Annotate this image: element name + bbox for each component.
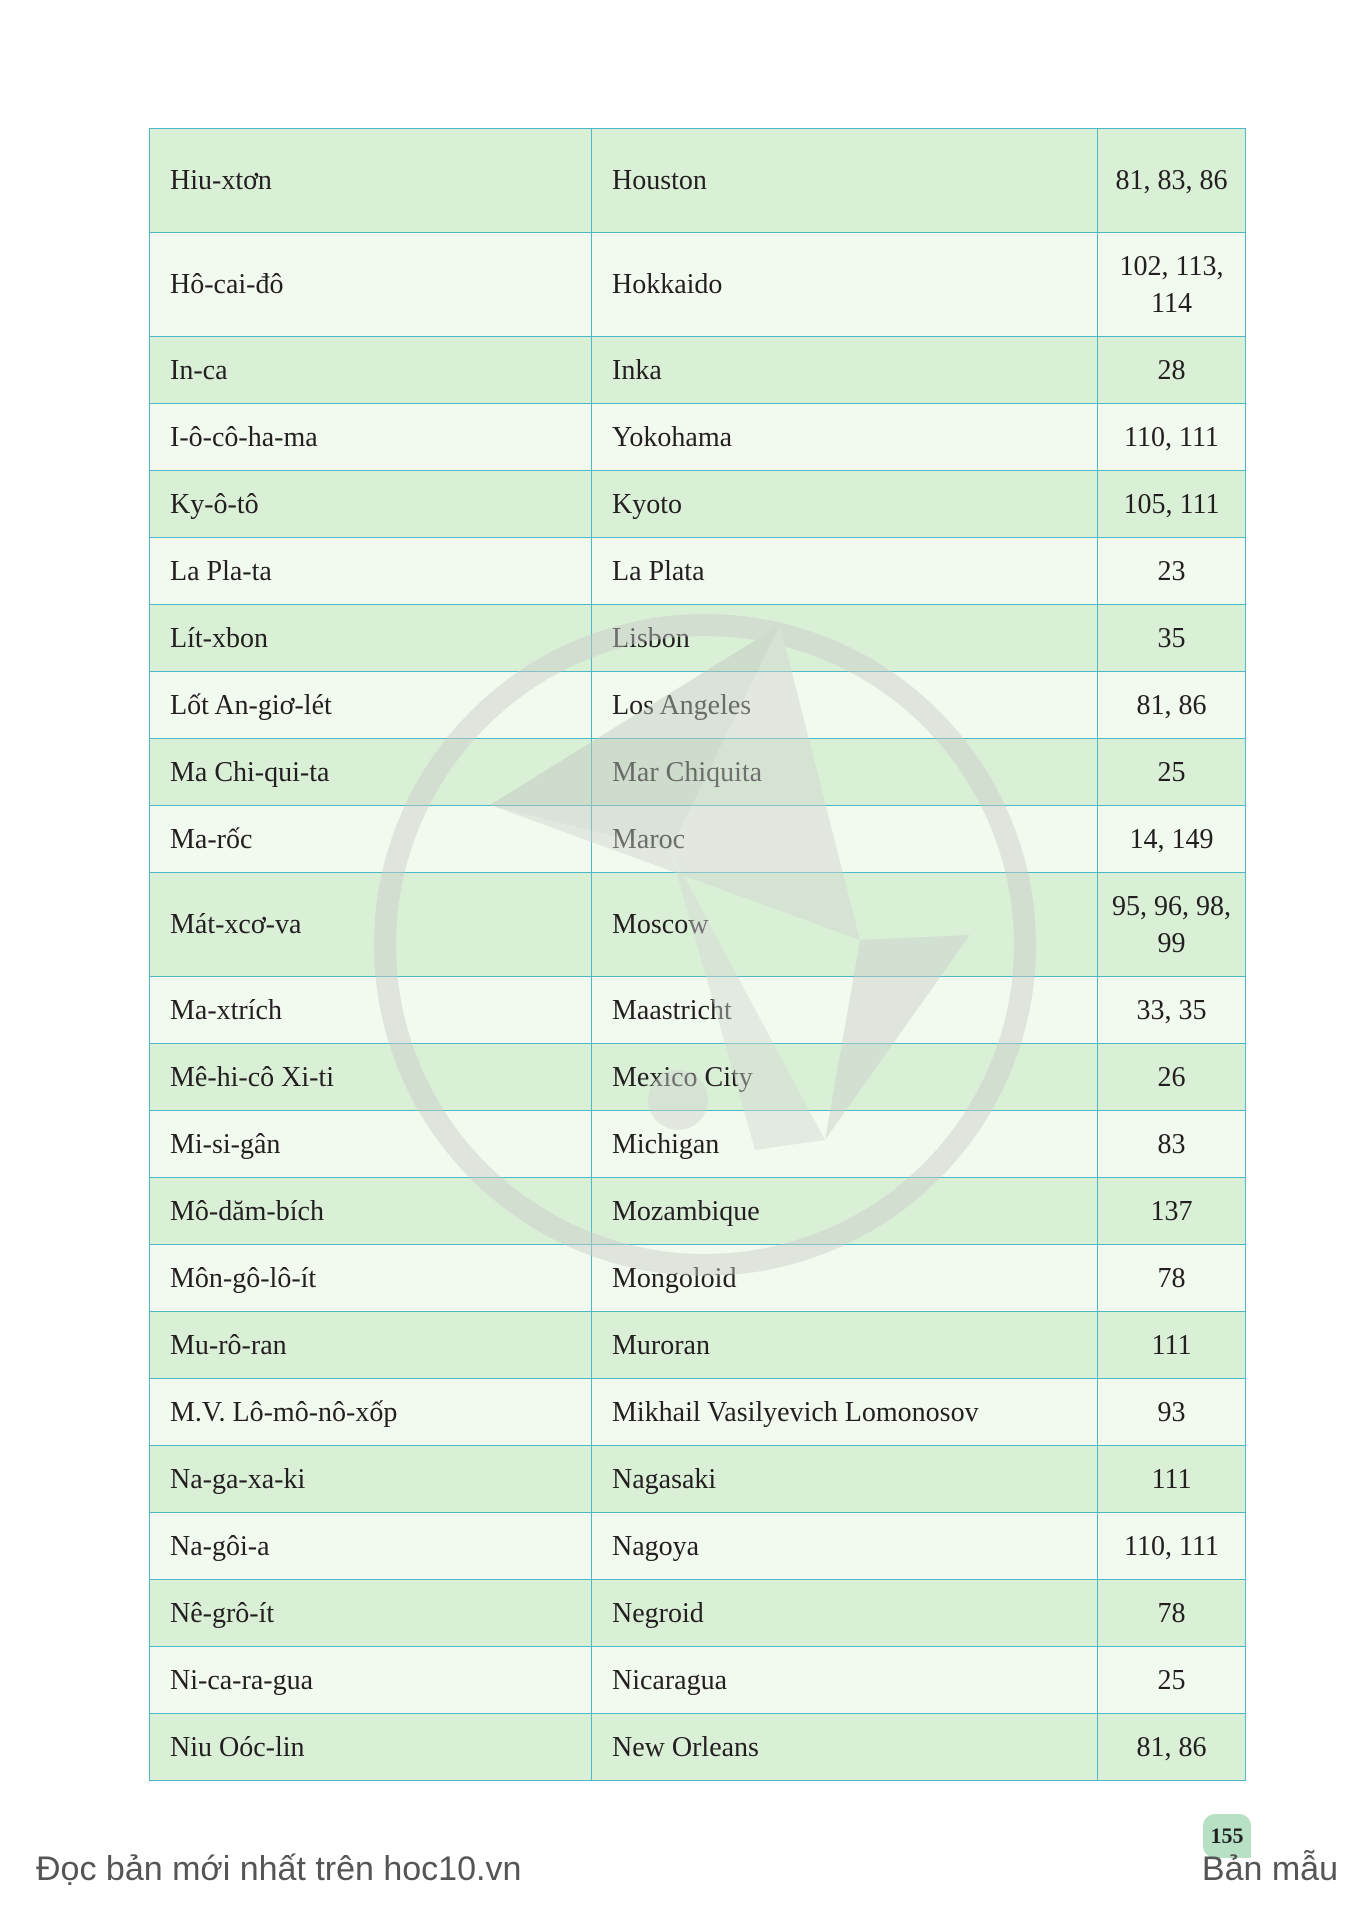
vietnamese-name-cell: Hiu-xtơn	[150, 129, 592, 233]
original-name-cell: Michigan	[592, 1111, 1098, 1178]
original-name-cell: Mongoloid	[592, 1245, 1098, 1312]
page-references-cell: 78	[1098, 1580, 1246, 1647]
original-name-cell: Houston	[592, 129, 1098, 233]
table-row	[150, 873, 1246, 977]
page-references-cell: 102, 113, 114	[1098, 233, 1246, 337]
vietnamese-name-cell: La Pla-ta	[150, 538, 592, 605]
page-references-cell: 81, 86	[1098, 672, 1246, 739]
original-name-cell: Maroc	[592, 806, 1098, 873]
vietnamese-name-cell: Ma Chi-qui-ta	[150, 739, 592, 806]
original-name-cell: Lisbon	[592, 605, 1098, 672]
table-row	[150, 1178, 1246, 1245]
table-row	[150, 605, 1246, 672]
page-references-cell: 110, 111	[1098, 1513, 1246, 1580]
original-name-cell: Mozambique	[592, 1178, 1098, 1245]
footer-sample-label: Bản mẫu	[1201, 1850, 1338, 1888]
original-name-cell: Maastricht	[592, 977, 1098, 1044]
vietnamese-name-cell: I-ô-cô-ha-ma	[150, 404, 592, 471]
table-row	[150, 1111, 1246, 1178]
page-references-cell: 23	[1098, 538, 1246, 605]
original-name-cell: Mexico City	[592, 1044, 1098, 1111]
table-row	[150, 1379, 1246, 1446]
vietnamese-name-cell: Lốt An-giơ-lét	[150, 672, 592, 739]
glossary-table	[149, 128, 1246, 1781]
original-name-cell: Kyoto	[592, 471, 1098, 538]
table-row	[150, 806, 1246, 873]
vietnamese-name-cell: Mê-hi-cô Xi-ti	[150, 1044, 592, 1111]
vietnamese-name-cell: Ni-ca-ra-gua	[150, 1647, 592, 1714]
table-row	[150, 1044, 1246, 1111]
page-references-cell: 78	[1098, 1245, 1246, 1312]
page-references-cell: 28	[1098, 337, 1246, 404]
page-references-cell: 81, 86	[1098, 1714, 1246, 1781]
original-name-cell: Negroid	[592, 1580, 1098, 1647]
vietnamese-name-cell: Mi-si-gân	[150, 1111, 592, 1178]
page-references-cell: 33, 35	[1098, 977, 1246, 1044]
vietnamese-name-cell: Hô-cai-đô	[150, 233, 592, 337]
vietnamese-name-cell: Mô-dăm-bích	[150, 1178, 592, 1245]
original-name-cell: Yokohama	[592, 404, 1098, 471]
page-references-cell: 14, 149	[1098, 806, 1246, 873]
original-name-cell: Hokkaido	[592, 233, 1098, 337]
original-name-cell: Inka	[592, 337, 1098, 404]
original-name-cell: New Orleans	[592, 1714, 1098, 1781]
original-name-cell: Los Angeles	[592, 672, 1098, 739]
vietnamese-name-cell: M.V. Lô-mô-nô-xốp	[150, 1379, 592, 1446]
table-row	[150, 1513, 1246, 1580]
vietnamese-name-cell: Mu-rô-ran	[150, 1312, 592, 1379]
vietnamese-name-cell: Niu Oóc-lin	[150, 1714, 592, 1781]
page-references-cell: 35	[1098, 605, 1246, 672]
page-references-cell: 105, 111	[1098, 471, 1246, 538]
table-row	[150, 233, 1246, 337]
page-number-badge: 155	[1203, 1814, 1251, 1858]
table-row	[150, 538, 1246, 605]
table-row	[150, 129, 1246, 233]
original-name-cell: Nagoya	[592, 1513, 1098, 1580]
page-references-cell: 81, 83, 86	[1098, 129, 1246, 233]
table-row	[150, 337, 1246, 404]
page-references-cell: 25	[1098, 1647, 1246, 1714]
vietnamese-name-cell: Ma-rốc	[150, 806, 592, 873]
vietnamese-name-cell: Mát-xcơ-va	[150, 873, 592, 977]
vietnamese-name-cell: Lít-xbon	[150, 605, 592, 672]
page-references-cell: 110, 111	[1098, 404, 1246, 471]
page-references-cell: 137	[1098, 1178, 1246, 1245]
original-name-cell: Nagasaki	[592, 1446, 1098, 1513]
table-row	[150, 1714, 1246, 1781]
original-name-cell: La Plata	[592, 538, 1098, 605]
table-row	[150, 404, 1246, 471]
vietnamese-name-cell: In-ca	[150, 337, 592, 404]
page-references-cell: 111	[1098, 1312, 1246, 1379]
table-row	[150, 1312, 1246, 1379]
original-name-cell: Muroran	[592, 1312, 1098, 1379]
table-row	[150, 1446, 1246, 1513]
original-name-cell: Mar Chiquita	[592, 739, 1098, 806]
vietnamese-name-cell: Na-gôi-a	[150, 1513, 592, 1580]
table-row	[150, 471, 1246, 538]
page-references-cell: 83	[1098, 1111, 1246, 1178]
original-name-cell: Nicaragua	[592, 1647, 1098, 1714]
table-row	[150, 672, 1246, 739]
table-row	[150, 1647, 1246, 1714]
original-name-cell: Mikhail Vasilyevich Lomonosov	[592, 1379, 1098, 1446]
page-references-cell: 93	[1098, 1379, 1246, 1446]
vietnamese-name-cell: Na-ga-xa-ki	[150, 1446, 592, 1513]
table-row	[150, 1580, 1246, 1647]
vietnamese-name-cell: Nê-grô-ít	[150, 1580, 592, 1647]
table-row	[150, 739, 1246, 806]
vietnamese-name-cell: Ma-xtrích	[150, 977, 592, 1044]
vietnamese-name-cell: Môn-gô-lô-ít	[150, 1245, 592, 1312]
table-row	[150, 977, 1246, 1044]
vietnamese-name-cell: Ky-ô-tô	[150, 471, 592, 538]
page-references-cell: 26	[1098, 1044, 1246, 1111]
page-references-cell: 111	[1098, 1446, 1246, 1513]
footer-source-text: Đọc bản mới nhất trên hoc10.vn	[36, 1850, 522, 1888]
table-row	[150, 1245, 1246, 1312]
glossary-table-body	[150, 129, 1246, 1781]
page-references-cell: 95, 96, 98, 99	[1098, 873, 1246, 977]
original-name-cell: Moscow	[592, 873, 1098, 977]
page-references-cell: 25	[1098, 739, 1246, 806]
